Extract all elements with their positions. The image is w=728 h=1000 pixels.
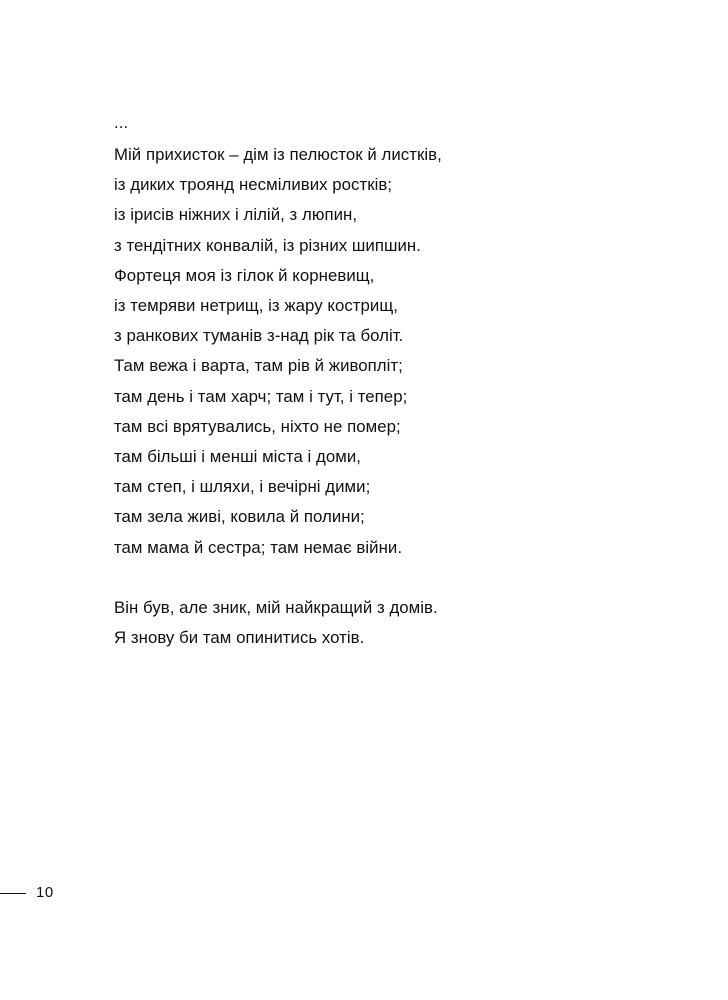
poem-ellipsis: ...: [114, 114, 129, 132]
poem-line: там всі врятувались, ніхто не помер;: [114, 416, 401, 436]
poem-line: там степ, і шляхи, і вечірні дими;: [114, 477, 371, 497]
page-number-rule: [0, 893, 26, 894]
poem-line: з тендітних конвалій, із різних шипшин.: [114, 235, 421, 255]
poem-line: Фортеця моя із гілок й корневищ,: [114, 265, 375, 285]
stanza-separator: [114, 563, 634, 593]
poem-line: із темряви нетрищ, із жару кострищ,: [114, 296, 398, 316]
poem-stanza-2: [114, 593, 634, 653]
poem-line: Я знову би там опинитись хотів.: [114, 628, 365, 648]
poem-line: там зела живі, ковила й полини;: [114, 507, 365, 527]
poem-body: [114, 108, 634, 653]
poem-line: з ранкових туманів з-над рік та боліт.: [114, 326, 404, 346]
poem-line: Мій прихисток – дім із пелюсток й листків,: [114, 145, 442, 164]
poem-line: там день і там харч; там і тут, і тепер;: [114, 386, 408, 406]
poem-line: там мама й сестра; там немає війни.: [114, 537, 403, 557]
poem-line: Він був, але зник, мій найкращий з домів.: [114, 597, 438, 617]
poem-line: із диких троянд несміливих ростків;: [114, 175, 393, 195]
poem-line: із ірисів ніжних і лілій, з люпин,: [114, 205, 358, 225]
poem-stanza-1: [114, 140, 634, 563]
page-number: 10: [36, 884, 54, 901]
poem-line: Там вежа і варта, там рів й живопліт;: [114, 356, 403, 376]
poem-line: там більші і менші міста і доми,: [114, 447, 361, 467]
page-footer: [0, 884, 120, 902]
